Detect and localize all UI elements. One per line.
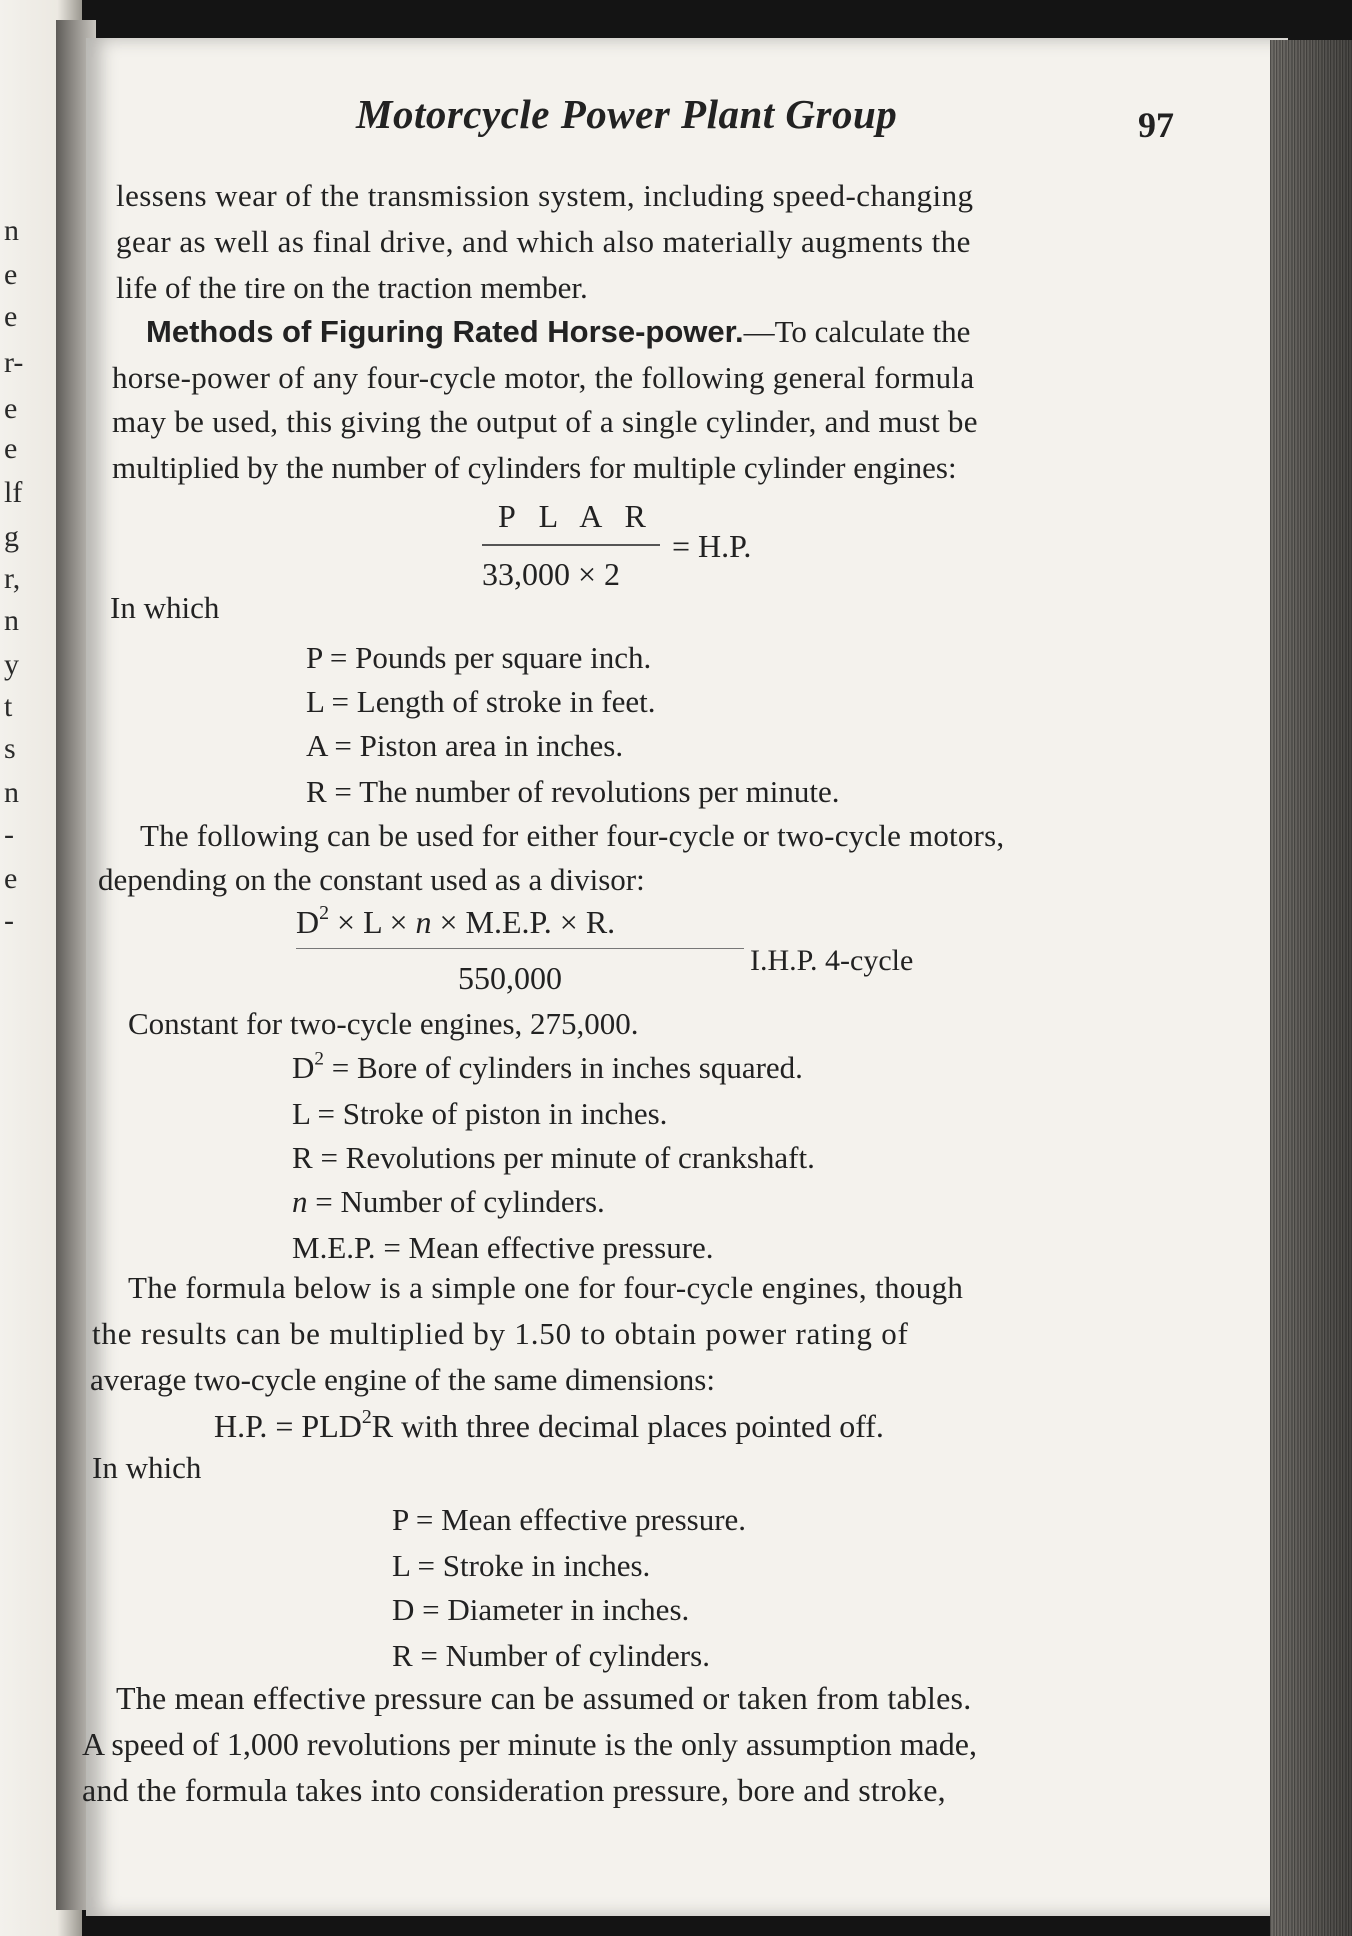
- formula2-denominator: 550,000: [458, 960, 562, 996]
- body-line: multiplied by the number of cylinders for multiple cylinder engines:: [112, 450, 957, 485]
- formula2-fraction-bar: [296, 948, 744, 949]
- body-line: The formula below is a simple one for four-cycle engines, though: [128, 1270, 964, 1305]
- section-heading-line: [146, 316, 970, 347]
- definition-symbol: M.E.P.: [292, 1230, 376, 1265]
- in-which-label: In which: [110, 590, 220, 625]
- body-line: lessens wear of the transmission system, including speed-changing: [116, 178, 974, 213]
- definition-line: L = Stroke in inches.: [392, 1548, 651, 1583]
- definition-line: P = Mean effective pressure.: [392, 1502, 747, 1537]
- formula1-result: = H.P.: [672, 528, 752, 564]
- facing-page-fragment: e: [4, 392, 18, 425]
- in-which-label: In which: [92, 1450, 202, 1485]
- formula2-numerator: [296, 904, 615, 941]
- section-heading-continuation: —To calculate the: [743, 314, 971, 349]
- definition-symbol: L: [292, 1096, 310, 1131]
- facing-page-fragment: e: [4, 862, 18, 895]
- facing-page-fragment: t: [4, 690, 13, 723]
- definition-line: [292, 1140, 815, 1176]
- body-line: average two-cycle engine of the same dimensions:: [90, 1362, 715, 1397]
- facing-page-fragment: n: [4, 604, 19, 637]
- definition-line: A = Piston area in inches.: [306, 728, 624, 763]
- body-line: the results can be multiplied by 1.50 to obtain power rating of: [92, 1316, 909, 1351]
- formula2-result: I.H.P. 4-cycle: [750, 944, 914, 977]
- definition-text: = Bore of cylinders in inches squared.: [324, 1050, 803, 1085]
- formula1-denominator: 33,000 × 2: [482, 556, 621, 592]
- body-line: The following can be used for either four-cycle or two-cycle motors,: [140, 818, 1005, 853]
- facing-page-fragment: g: [4, 520, 19, 553]
- body-line: horse-power of any four-cycle motor, the following general formula: [112, 360, 975, 395]
- definition-line: L = Length of stroke in feet.: [306, 684, 656, 719]
- formula1-numerator: P L A R: [498, 498, 654, 534]
- definition-line: [292, 1096, 667, 1132]
- facing-page-fragment: -: [4, 904, 14, 937]
- definition-text: = Revolutions per minute of crankshaft.: [312, 1140, 815, 1175]
- formula3: [214, 1408, 884, 1445]
- definition-symbol: D: [292, 1050, 315, 1085]
- body-line: gear as well as final drive, and which also materially augments the: [116, 224, 971, 259]
- body-line: may be used, this giving the output of a single cylinder, and must be: [112, 404, 978, 439]
- formula3-exponent: 2: [361, 1406, 372, 1429]
- formula2-n: n: [415, 904, 432, 940]
- formula2-times-l: × L ×: [329, 904, 416, 940]
- definition-line: [292, 1184, 605, 1220]
- definition-line: R = Number of cylinders.: [392, 1638, 710, 1673]
- facing-page-fragment: e: [4, 300, 18, 333]
- page-number: 97: [1138, 105, 1174, 145]
- body-line: and the formula takes into consideration pressure, bore and stroke,: [82, 1772, 946, 1808]
- section-heading: Methods of Figuring Rated Horse-power.: [146, 314, 744, 349]
- formula2-d: D: [296, 904, 320, 940]
- formula2-d-exponent: 2: [319, 902, 330, 925]
- definition-line: [292, 1050, 803, 1086]
- facing-page-fragment: r,: [4, 562, 21, 595]
- body-line: depending on the constant used as a divisor:: [98, 862, 645, 897]
- formula3-lhs: H.P. = PLD: [214, 1408, 362, 1444]
- formula1-fraction-bar: [482, 544, 660, 546]
- page-stack-edge: [1270, 40, 1352, 1936]
- facing-page-fragment: n: [4, 776, 19, 809]
- definition-line: R = The number of revolutions per minute.: [306, 774, 840, 809]
- facing-page-fragment: -: [4, 818, 14, 851]
- definition-line: [292, 1230, 714, 1266]
- facing-page-fragment: e: [4, 258, 18, 291]
- definition-line: D = Diameter in inches.: [392, 1592, 690, 1627]
- definition-text: = Mean effective pressure.: [375, 1230, 714, 1265]
- facing-page-fragment: e: [4, 432, 18, 465]
- constant-line: Constant for two-cycle engines, 275,000.: [128, 1006, 639, 1041]
- definition-exponent: 2: [314, 1048, 324, 1070]
- definition-text: = Number of cylinders.: [307, 1184, 605, 1219]
- facing-page-fragment: lf: [4, 476, 23, 509]
- formula2-mep-r: × M.E.P. × R.: [431, 904, 616, 940]
- facing-page-fragment: r-: [4, 346, 24, 379]
- body-line: The mean effective pressure can be assumed or taken from tables.: [116, 1680, 972, 1716]
- definition-text: = Stroke of piston in inches.: [309, 1096, 668, 1131]
- facing-page-fragment: n: [4, 214, 19, 247]
- running-title: Motorcycle Power Plant Group: [356, 91, 898, 137]
- facing-page-fragment: s: [4, 732, 16, 765]
- formula3-rhs: R with three decimal places pointed off.: [371, 1408, 884, 1444]
- definition-symbol: n: [292, 1184, 308, 1219]
- definition-symbol: R: [292, 1140, 313, 1175]
- body-line: A speed of 1,000 revolutions per minute is the only assumption made,: [82, 1726, 977, 1762]
- body-line: life of the tire on the traction member.: [116, 270, 588, 305]
- definition-line: P = Pounds per square inch.: [306, 640, 652, 675]
- facing-page-fragment: y: [4, 648, 19, 681]
